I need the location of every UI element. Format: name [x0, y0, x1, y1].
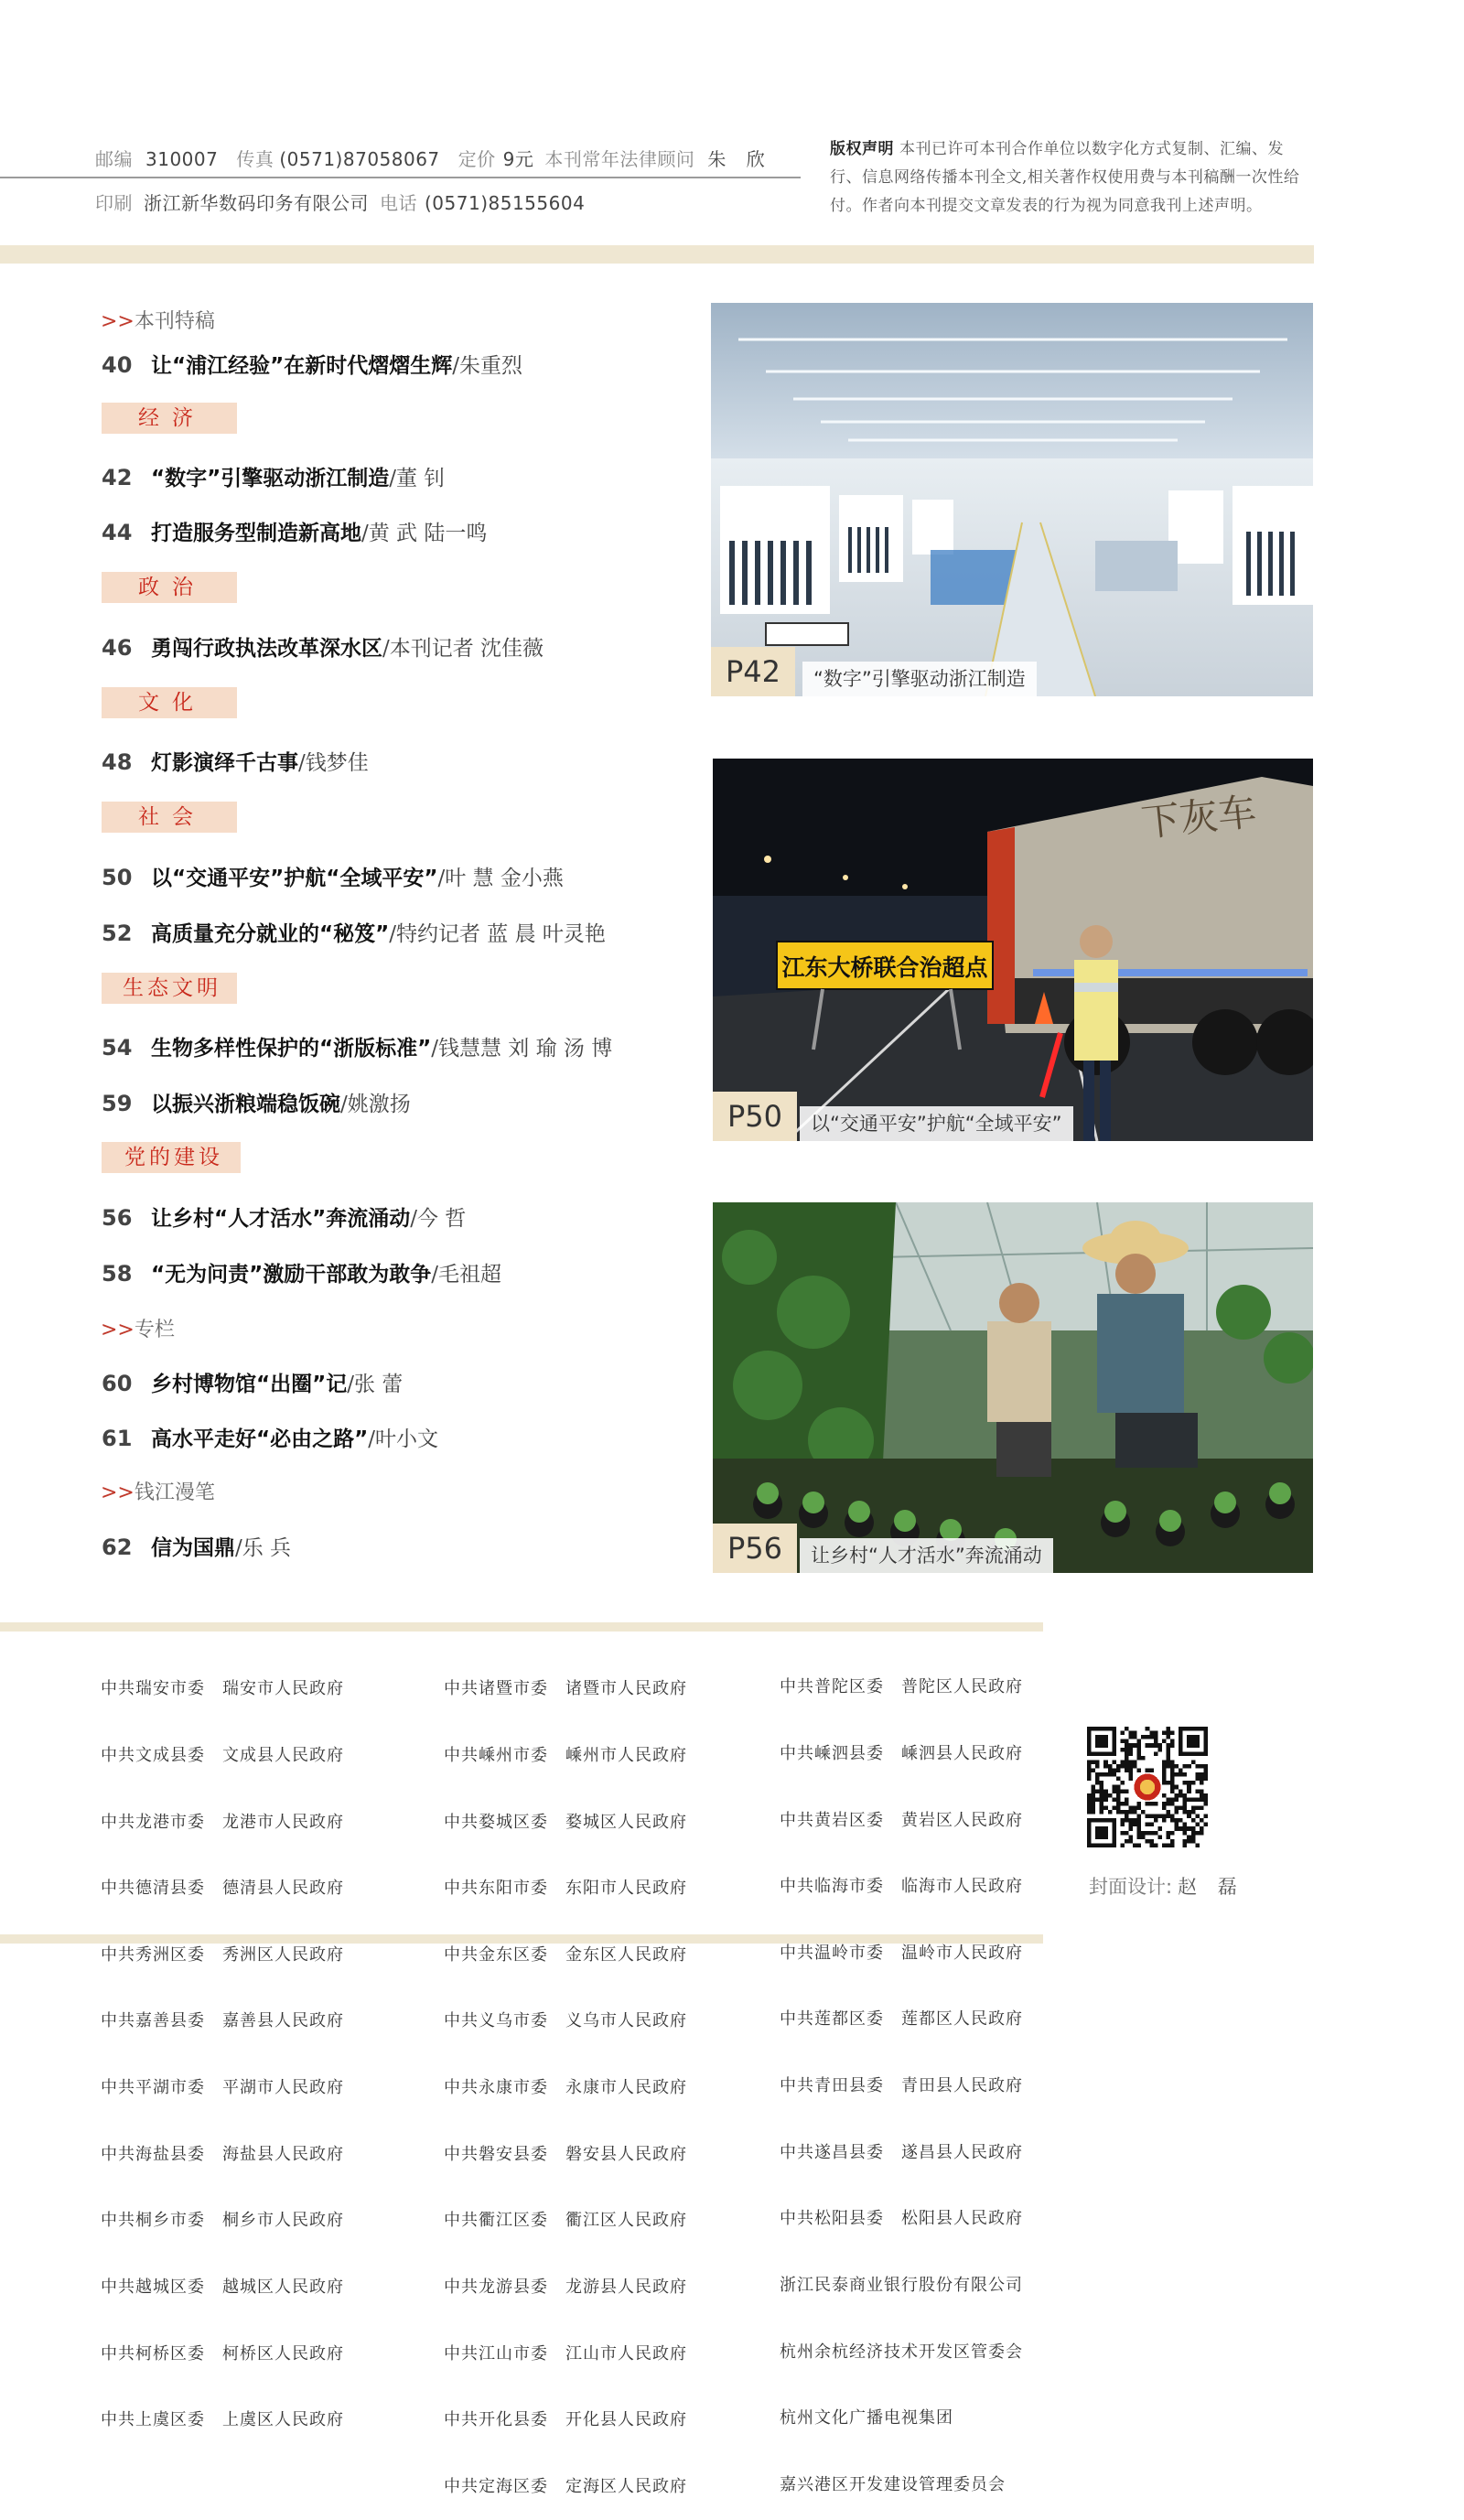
sponsor-line: 中共平湖市委 平湖市人民政府	[101, 2078, 344, 2098]
sponsor-line: 中共龙港市委 龙港市人民政府	[101, 1812, 344, 1832]
toc-page-number: 52	[102, 921, 133, 946]
fax-value: (0571)87058067	[279, 148, 440, 170]
toc-title: 勇闯行政执法改革深水区	[151, 637, 382, 661]
toc-entry[interactable]	[102, 1422, 438, 1452]
counsel-label: 本刊常年法律顾问	[544, 148, 695, 170]
section-ecology: 生态文明	[102, 973, 237, 1004]
sponsor-line: 中共上虞区委 上虞区人民政府	[101, 2410, 344, 2430]
sponsor-column-3	[780, 1632, 1023, 2518]
section-essay	[101, 1477, 215, 1505]
section-economy: 经济	[102, 403, 237, 434]
sponsor-line: 中共松阳县委 松阳县人民政府	[780, 2209, 1023, 2229]
toc-title: 打造服务型制造新高地	[151, 522, 361, 545]
toc-title: 乡村博物馆“出圈”记	[151, 1373, 348, 1396]
section-politics: 政治	[102, 572, 237, 603]
photo-caption: 让乡村“人才活水”奔流涌动	[800, 1538, 1053, 1573]
postcode-label: 邮编	[95, 148, 133, 170]
qr-code-icon[interactable]	[1087, 1727, 1208, 1847]
toc-page-number: 58	[102, 1261, 133, 1287]
toc-author: /姚激扬	[340, 1093, 411, 1116]
section-arrow: >>	[101, 1481, 135, 1504]
sponsor-line: 中共海盐县委 海盐县人民政府	[101, 2144, 344, 2164]
sponsor-line: 中共嵊泗县委 嵊泗县人民政府	[780, 1744, 1023, 1764]
toc-author: /乐 兵	[235, 1536, 292, 1560]
sponsor-line: 中共莲都区委 莲都区人民政府	[780, 2009, 1023, 2030]
sponsor-line: 中共龙游县委 龙游县人民政府	[444, 2277, 687, 2297]
toc-page-number: 46	[102, 635, 133, 661]
photo-caption: “数字”引擎驱动浙江制造	[802, 662, 1037, 696]
sponsor-line: 中共嵊州市委 嵊州市人民政府	[444, 1746, 687, 1766]
toc-entry[interactable]	[102, 1201, 466, 1232]
section-culture: 文化	[102, 687, 237, 718]
toc-title: 高质量充分就业的“秘笈”	[151, 922, 390, 946]
header-rule	[0, 177, 801, 178]
sponsor-line: 中共衢江区委 衢江区人民政府	[444, 2211, 687, 2231]
toc-title: 信为国鼎	[151, 1536, 235, 1560]
toc-entry[interactable]	[102, 461, 445, 491]
toc-author: /黄 武 陆一鸣	[361, 522, 488, 545]
toc-page-number: 56	[102, 1205, 133, 1231]
price-label: 定价	[458, 148, 496, 170]
section-party: 党的建设	[102, 1142, 241, 1173]
toc-author: /张 蕾	[347, 1373, 404, 1396]
qr-code-graphic	[1087, 1727, 1208, 1847]
toc-entry[interactable]	[102, 1367, 403, 1397]
toc-author: /叶小文	[368, 1427, 438, 1451]
toc-title: 让“浦江经验”在新时代熠熠生辉	[151, 354, 453, 378]
sponsor-line: 中共开化县委 开化县人民政府	[444, 2410, 687, 2430]
toc-page-number: 54	[102, 1035, 133, 1061]
toc-author: /毛祖超	[431, 1263, 501, 1287]
sponsor-line: 中共桐乡市委 桐乡市人民政府	[101, 2211, 344, 2231]
header-band	[0, 245, 1314, 264]
cover-designer: 赵 磊	[1178, 1876, 1244, 1898]
photo-factory[interactable]	[711, 303, 1313, 696]
sponsor-line: 杭州文化广播电视集团	[780, 2408, 953, 2428]
greenhouse-image	[713, 1202, 1313, 1573]
copyright-title: 版权声明	[830, 140, 894, 158]
sponsor-line: 中共江山市委 江山市人民政府	[444, 2343, 687, 2364]
sponsor-line: 中共嘉善县委 嘉善县人民政府	[101, 2011, 344, 2031]
checkpoint-image	[713, 759, 1313, 1141]
footer-band-top	[0, 1622, 1043, 1632]
sponsor-line: 中共德清县委 德清县人民政府	[101, 1879, 344, 1899]
section-society: 社会	[102, 802, 237, 833]
toc-entry[interactable]	[102, 861, 564, 891]
postcode-value: 310007	[145, 148, 219, 170]
toc-entry[interactable]	[102, 1031, 612, 1061]
photo-page-tag: P50	[713, 1092, 797, 1141]
toc-entry[interactable]	[102, 746, 369, 776]
toc-author: /今 哲	[410, 1207, 467, 1231]
counsel-name: 朱 欣	[707, 148, 772, 170]
toc-author: /本刊记者 沈佳薇	[382, 637, 544, 661]
toc-page-number: 44	[102, 520, 133, 545]
toc-entry[interactable]	[102, 917, 606, 947]
sponsor-line: 中共温岭市委 温岭市人民政府	[780, 1943, 1023, 1963]
sponsor-line: 中共普陀区委 普陀区人民政府	[780, 1677, 1023, 1697]
cover-label: 封面设计:	[1089, 1876, 1173, 1898]
toc-title: “数字”引擎驱动浙江制造	[151, 467, 390, 490]
sponsor-line: 中共婺城区委 婺城区人民政府	[444, 1812, 687, 1832]
toc-author: /钱梦佳	[298, 751, 369, 775]
toc-page-number: 50	[102, 865, 133, 890]
photo-checkpoint[interactable]	[713, 759, 1313, 1141]
phone-value: (0571)85155604	[425, 192, 586, 214]
photo-caption: 以“交通平安”护航“全域平安”	[800, 1106, 1073, 1141]
section-arrow: >>	[101, 1319, 135, 1341]
photo-page-tag: P42	[711, 647, 795, 696]
toc-title: 让乡村“人才活水”奔流涌动	[151, 1207, 411, 1231]
toc-title: 以“交通平安”护航“全域平安”	[151, 867, 438, 890]
toc-entry[interactable]	[102, 631, 544, 662]
toc-title: 生物多样性保护的“浙版标准”	[151, 1037, 432, 1061]
sponsor-line: 中共定海区委 定海区人民政府	[444, 2476, 687, 2496]
photo-greenhouse[interactable]	[713, 1202, 1313, 1573]
toc-author: /朱重烈	[452, 354, 522, 378]
printer-label: 印刷	[95, 192, 133, 214]
toc-title: 高水平走好“必由之路”	[151, 1427, 369, 1451]
truck-text: 下灰车	[1138, 789, 1259, 845]
fax-label: 传真	[236, 148, 274, 170]
sponsor-line: 中共永康市委 永康市人民政府	[444, 2078, 687, 2098]
sponsor-column-2	[444, 1634, 687, 2520]
toc-title: 灯影演绎千古事	[151, 751, 298, 775]
toc-author: /叶 慧 金小燕	[437, 867, 564, 890]
header-info-line-2	[95, 188, 603, 215]
sponsor-line: 中共黄岩区委 黄岩区人民政府	[780, 1810, 1023, 1830]
price-value: 9元	[502, 148, 534, 170]
sponsor-line: 中共青田县委 青田县人民政府	[780, 2076, 1023, 2096]
sponsor-line: 中共瑞安市委 瑞安市人民政府	[101, 1679, 344, 1699]
sponsor-line: 中共义乌市委 义乌市人民政府	[444, 2011, 687, 2031]
footer-band-bottom	[0, 1934, 1043, 1944]
sponsor-column-1	[101, 1634, 344, 2454]
section-label: 钱江漫笔	[134, 1481, 215, 1504]
section-label: 本刊特稿	[134, 310, 215, 333]
sponsor-line: 中共秀洲区委 秀洲区人民政府	[101, 1944, 344, 1965]
toc-page-number: 42	[102, 465, 133, 490]
cover-design-credit	[1089, 1872, 1244, 1900]
toc-entry[interactable]	[102, 516, 487, 546]
toc-page-number: 62	[102, 1535, 133, 1560]
toc-author: /董 钊	[389, 467, 446, 490]
toc-title: “无为问责”激励干部敢为敢争	[151, 1263, 432, 1287]
sponsor-line: 浙江民泰商业银行股份有限公司	[780, 2275, 1023, 2295]
phone-label: 电话	[380, 192, 417, 214]
sponsor-line: 中共越城区委 越城区人民政府	[101, 2277, 344, 2297]
sponsor-line: 中共临海市委 临海市人民政府	[780, 1877, 1023, 1897]
toc-page-number: 61	[102, 1426, 133, 1451]
toc-author: /钱慧慧 刘 瑜 汤 博	[431, 1037, 613, 1061]
printer-value: 浙江新华数码印务有限公司	[144, 192, 369, 214]
copyright-notice	[830, 135, 1315, 221]
sponsor-line: 中共磐安县委 磐安县人民政府	[444, 2144, 687, 2164]
sponsor-line: 中共东阳市委 东阳市人民政府	[444, 1879, 687, 1899]
sponsor-line: 中共文成县委 文成县人民政府	[101, 1746, 344, 1766]
toc-author: /特约记者 蓝 晨 叶灵艳	[389, 922, 606, 946]
toc-entry[interactable]	[102, 1531, 291, 1561]
copyright-text: 本刊已许可本刊合作单位以数字化方式复制、汇编、发行、信息网络传播本刊全文,相关著作权使用费与本刊稿酬一次性给付。作者向本刊提交文章发表的行为视为同意我刊上述声明。	[830, 140, 1300, 215]
sponsor-line: 中共柯桥区委 柯桥区人民政府	[101, 2343, 344, 2364]
factory-image	[711, 303, 1313, 696]
sponsor-line: 嘉兴港区开发建设管理委员会	[780, 2474, 1006, 2494]
sponsor-line: 中共遂昌县委 遂昌县人民政府	[780, 2142, 1023, 2162]
toc-entry[interactable]	[102, 349, 522, 379]
section-arrow: >>	[101, 310, 135, 333]
toc-entry[interactable]	[102, 1257, 501, 1287]
toc-page-number: 40	[102, 352, 133, 378]
sponsor-line: 中共诸暨市委 诸暨市人民政府	[444, 1679, 687, 1699]
checkpoint-sign-text: 江东大桥联合治超点	[781, 954, 988, 981]
photo-page-tag: P56	[713, 1524, 797, 1573]
toc-page-number: 60	[102, 1371, 133, 1396]
toc-title: 以振兴浙粮端稳饭碗	[151, 1093, 340, 1116]
sponsor-line: 杭州余杭经济技术开发区管委会	[780, 2342, 1023, 2362]
toc-entry[interactable]	[102, 1087, 411, 1117]
toc-page-number: 48	[102, 749, 133, 775]
sponsor-line: 中共金东区委 金东区人民政府	[444, 1944, 687, 1965]
section-label: 专栏	[134, 1319, 175, 1341]
toc-page-number: 59	[102, 1091, 133, 1116]
section-column	[101, 1314, 175, 1342]
header-info-line-1	[95, 145, 791, 171]
section-special	[101, 306, 215, 334]
